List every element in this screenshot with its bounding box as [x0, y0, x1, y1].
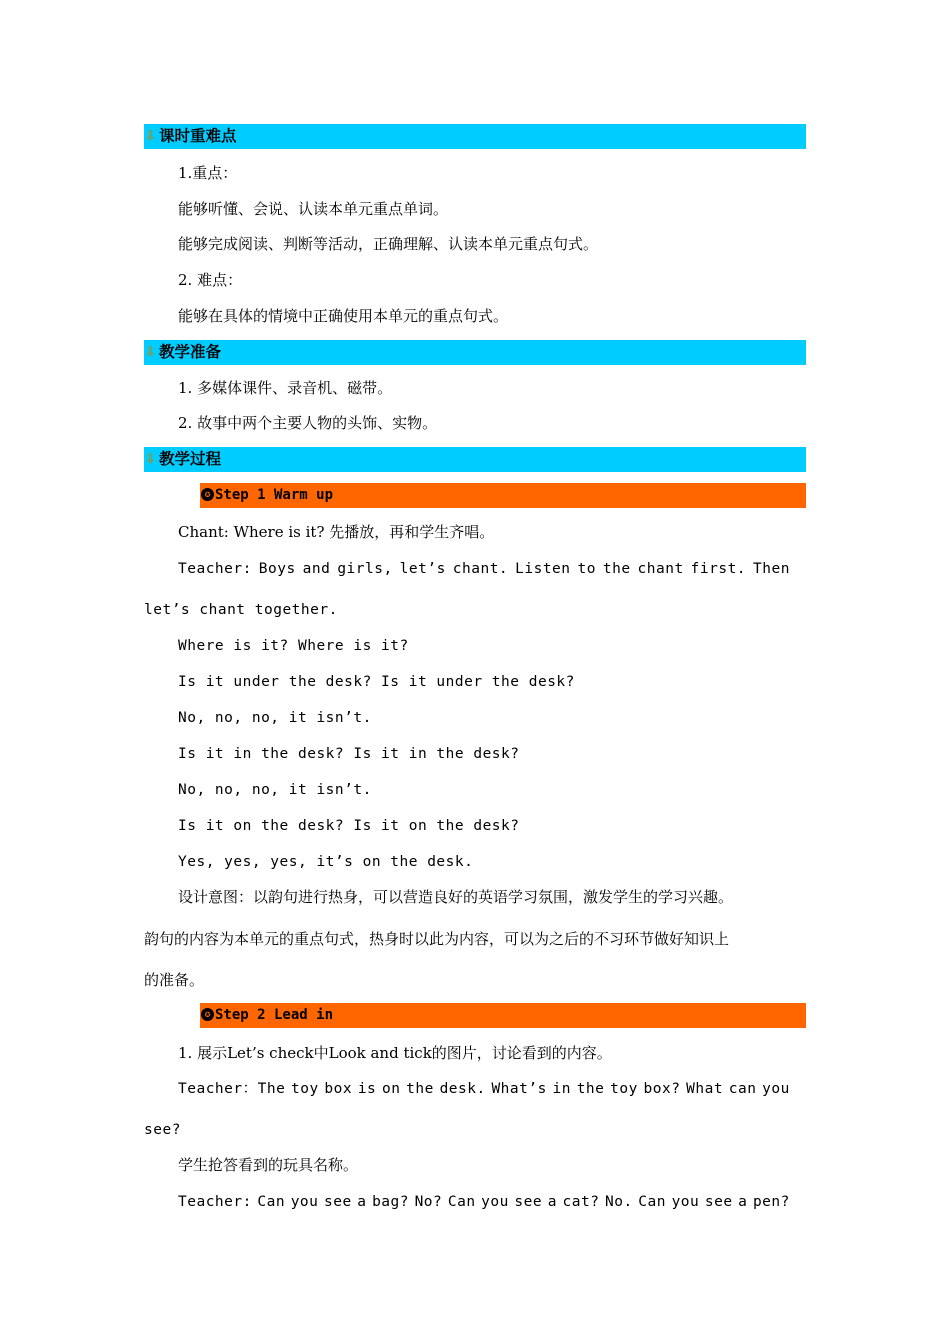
chant-lyric: Yes, yes, yes, it’s on the desk.: [178, 854, 474, 870]
word: on: [382, 1081, 401, 1097]
word: pen?: [752, 1194, 790, 1210]
chant-lyric: No, no, no, it isn’t.: [178, 782, 372, 798]
section-header-process: [144, 447, 806, 472]
word: Teacher：The: [178, 1081, 286, 1097]
word: Can: [257, 1194, 286, 1210]
chant-lyric: Is it in the desk? Is it in the desk?: [178, 746, 520, 762]
chant-lyric: Where is it? Where is it?: [178, 638, 409, 654]
word: the: [576, 1081, 605, 1097]
word: let’s: [399, 561, 446, 577]
difficulty-heading: 2. 难点：: [178, 271, 243, 289]
step-1-header: [200, 483, 806, 508]
word: box: [324, 1081, 353, 1097]
word: chant: [637, 561, 684, 577]
word: cat?: [562, 1194, 600, 1210]
word: see: [323, 1194, 352, 1210]
word: Teacher:: [178, 561, 252, 577]
section-header-prep: [144, 340, 806, 365]
word: toy: [610, 1081, 638, 1097]
word: toy: [291, 1081, 319, 1097]
word: What: [686, 1081, 724, 1097]
star-circle-icon: ✪: [201, 1008, 214, 1021]
design-intent-1: 设计意图：以韵句进行热身，可以营造良好的英语学习氛围，激发学生的学习兴趣。: [178, 888, 734, 906]
word: girls,: [337, 561, 393, 577]
word: and: [302, 561, 331, 577]
word: Can: [447, 1194, 476, 1210]
key-point-2: 能够完成阅读、判断等活动，正确理解、认读本单元重点句式。: [178, 235, 599, 253]
word: can: [728, 1081, 757, 1097]
step-2-header: [200, 1003, 806, 1028]
prep-item-1: 1. 多媒体课件、录音机、磁带。: [178, 379, 393, 397]
word: the: [602, 561, 631, 577]
star-circle-icon: ✪: [201, 488, 214, 501]
chant-lyric: Is it on the desk? Is it on the desk?: [178, 818, 520, 834]
teacher-line-4: see?: [144, 1122, 181, 1138]
design-intent-3: 的准备。: [144, 971, 205, 989]
word: Then: [753, 561, 790, 577]
key-points-heading: 1.重点：: [178, 164, 238, 182]
word: bag?: [372, 1194, 409, 1210]
word: No.: [605, 1194, 633, 1210]
design-intent-2: 韵句的内容为本单元的重点句式，热身时以此为内容，可以为之后的不习环节做好知识上: [144, 930, 730, 948]
word: in: [552, 1081, 571, 1097]
word: you: [762, 1081, 790, 1097]
chant-instruction: Chant: Where is it? 先播放，再和学生齐唱。: [178, 523, 495, 541]
down-arrow-icon: ⇩: [145, 345, 156, 360]
teacher-line-3: [178, 1079, 790, 1099]
word: see: [514, 1194, 543, 1210]
students-answer: 学生抢答看到的玩具名称。: [178, 1156, 359, 1174]
chant-lyric: Is it under the desk? Is it under the desk?: [178, 674, 575, 690]
word: Boys: [258, 561, 296, 577]
word: the: [406, 1081, 434, 1097]
down-arrow-icon: ⇩: [145, 452, 156, 467]
word: to: [577, 561, 596, 577]
teacher-line-5: [178, 1192, 790, 1212]
word: you: [481, 1194, 509, 1210]
chant-lyric: No, no, no, it isn’t.: [178, 710, 372, 726]
word: a: [357, 1194, 367, 1210]
step-title: Step 2 Lead in: [215, 1007, 334, 1023]
section-title: 教学准备: [159, 343, 222, 361]
word: Can: [638, 1194, 666, 1210]
key-point-1: 能够听懂、会说、认读本单元重点单词。: [178, 200, 449, 218]
word: a: [547, 1194, 557, 1210]
prep-item-2: 2. 故事中两个主要人物的头饰、实物。: [178, 414, 438, 432]
word: see: [704, 1194, 733, 1210]
teacher-line-2: let’s chant together.: [144, 602, 338, 618]
word: chant.: [452, 561, 509, 577]
section-title: 教学过程: [159, 450, 222, 468]
down-arrow-icon: ⇩: [145, 129, 156, 144]
step-title: Step 1 Warm up: [215, 487, 334, 503]
word: you: [671, 1194, 700, 1210]
word: Teacher:: [178, 1194, 252, 1210]
lead-in-item-1: 1. 展示Let’s check中Look and tick的图片，讨论看到的内容。: [178, 1044, 612, 1062]
word: What’s: [491, 1081, 547, 1097]
section-header-focus: [144, 124, 806, 149]
word: you: [290, 1194, 319, 1210]
difficulty-1: 能够在具体的情境中正确使用本单元的重点句式。: [178, 307, 509, 325]
word: No?: [414, 1194, 443, 1210]
teacher-line-1: [178, 559, 790, 579]
word: is: [357, 1081, 377, 1097]
word: box?: [643, 1081, 681, 1097]
word: first.: [690, 561, 747, 577]
word: a: [738, 1194, 748, 1210]
word: Listen: [515, 561, 571, 577]
section-title: 课时重难点: [159, 127, 237, 145]
word: desk.: [439, 1081, 486, 1097]
